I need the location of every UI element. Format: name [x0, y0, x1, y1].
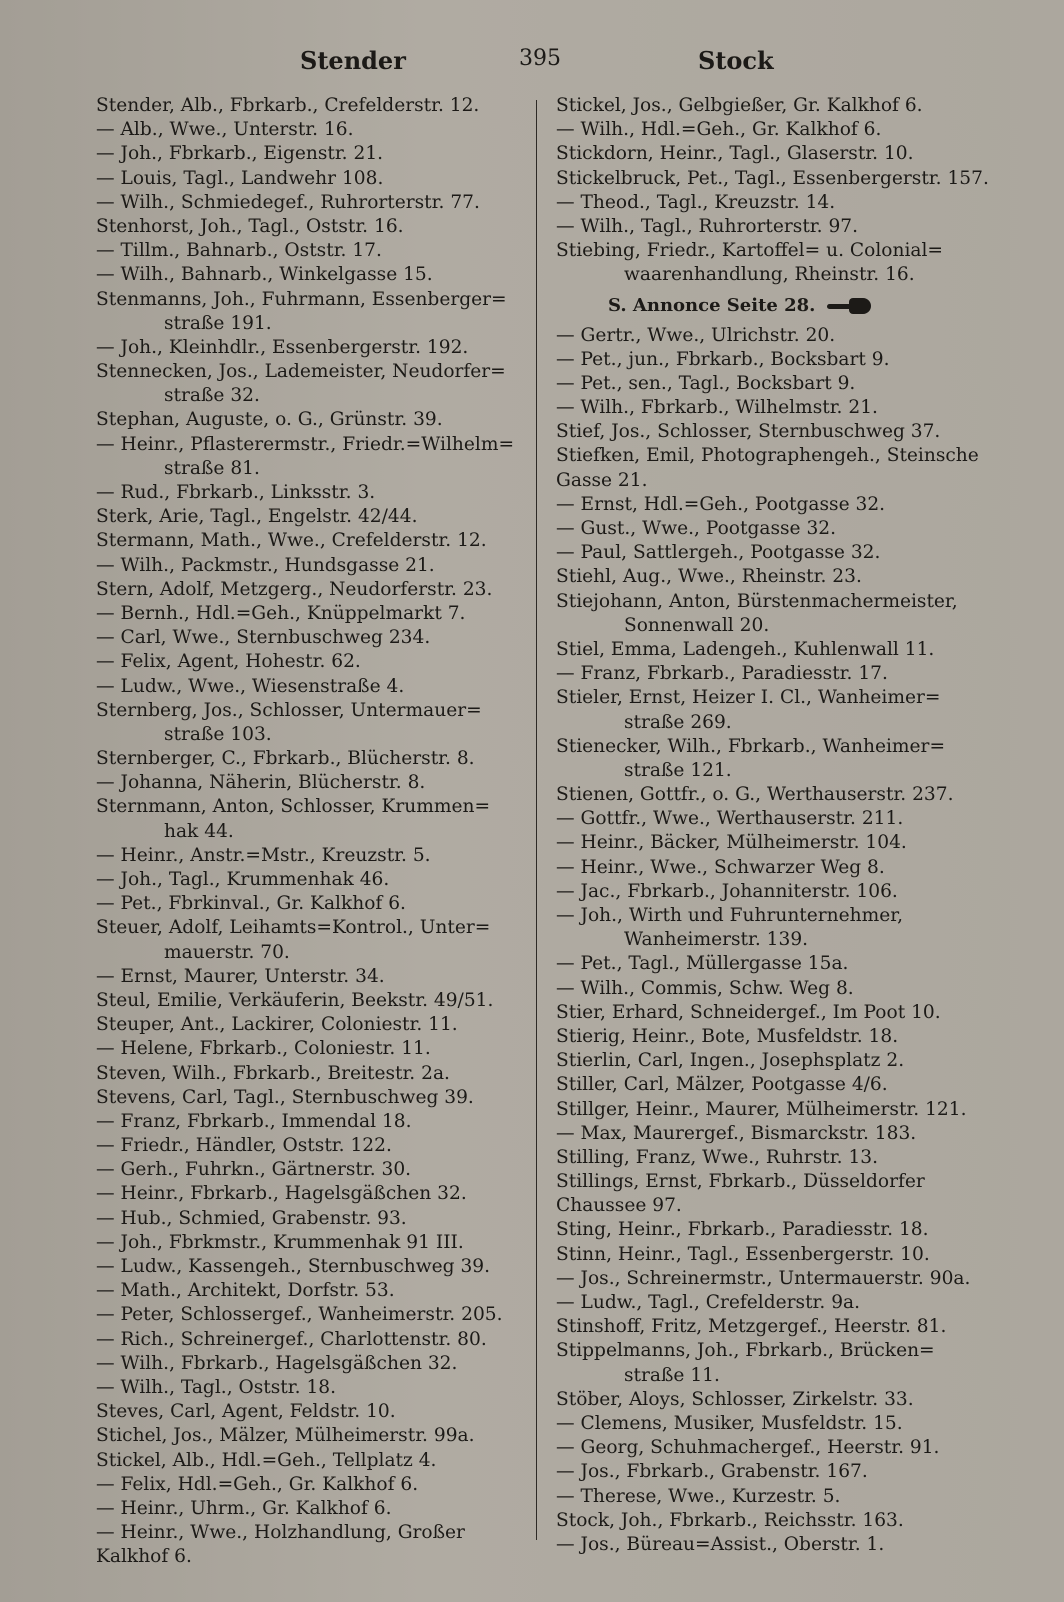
directory-entry: — Gottfr., Wwe., Werthauserstr. 211.: [556, 808, 904, 830]
directory-entry: — Wilh., Bahnarb., Winkelgasse 15.: [96, 264, 433, 286]
directory-entry: — Math., Architekt, Dorfstr. 53.: [96, 1280, 395, 1302]
directory-entry: — Friedr., Händler, Oststr. 122.: [96, 1135, 392, 1157]
directory-entry: — Pet., jun., Fbrkarb., Bocksbart 9.: [556, 348, 890, 370]
directory-entry: — Felix, Hdl.=Geh., Gr. Kalkhof 6.: [96, 1473, 419, 1495]
directory-entry: Stock, Joh., Fbrkarb., Reichsstr. 163.: [556, 1509, 904, 1531]
directory-entry: Stieler, Ernst, Heizer I. Cl., Wanheimer=: [556, 687, 941, 709]
directory-entry: Stiehl, Aug., Wwe., Rheinstr. 23.: [556, 566, 862, 588]
entry-continuation: straße 81.: [164, 457, 260, 479]
directory-entry: Stennecken, Jos., Lademeister, Neudorfer=: [96, 361, 506, 383]
directory-entry: Stickdorn, Heinr., Tagl., Glaserstr. 10.: [556, 143, 914, 165]
directory-entry: — Joh., Kleinhdlr., Essenbergerstr. 192.: [96, 336, 469, 358]
directory-entry: — Georg, Schuhmachergef., Heerstr. 91.: [556, 1437, 940, 1459]
directory-entry: — Bernh., Hdl.=Geh., Knüppelmarkt 7.: [96, 602, 466, 624]
directory-entry: — Jac., Fbrkarb., Johanniterstr. 106.: [556, 880, 898, 902]
directory-entry: — Tillm., Bahnarb., Oststr. 17.: [96, 240, 382, 262]
directory-entry: Stickelbruck, Pet., Tagl., Essenbergerstr. 157.: [556, 167, 989, 189]
directory-entry: — Wilh., Commis, Schw. Weg 8.: [556, 977, 854, 999]
directory-entry: Stierlin, Carl, Ingen., Josephsplatz 2.: [556, 1050, 905, 1072]
header-right-keyword: Stock: [698, 46, 774, 75]
directory-entry: Stippelmanns, Joh., Fbrkarb., Brücken=: [556, 1340, 935, 1362]
directory-entry: Steves, Carl, Agent, Feldstr. 10.: [96, 1401, 396, 1423]
directory-entry: — Wilh., Tagl., Oststr. 18.: [96, 1376, 337, 1398]
entry-continuation: mauerstr. 70.: [164, 941, 290, 963]
annonce-text: S. Annonce Seite 28.: [608, 294, 816, 316]
right-column-bottom: [556, 324, 996, 1558]
directory-entry: Stichel, Jos., Mälzer, Mülheimerstr. 99a.: [96, 1425, 475, 1447]
directory-entry: Stillings, Ernst, Fbrkarb., Düsseldorfer: [556, 1171, 925, 1193]
directory-entry: — Johanna, Näherin, Blücherstr. 8.: [96, 772, 426, 794]
directory-entry: — Alb., Wwe., Unterstr. 16.: [96, 119, 354, 141]
directory-entry: — Ludw., Kassengeh., Sternbuschweg 39.: [96, 1256, 491, 1277]
entry-continuation: hak 44.: [164, 820, 234, 842]
directory-entry: — Felix, Agent, Hohestr. 62.: [96, 651, 361, 673]
directory-entry: — Clemens, Musiker, Musfeldstr. 15.: [556, 1412, 903, 1434]
entry-continuation: straße 121.: [624, 759, 732, 781]
directory-entry: — Rich., Schreinergef., Charlottenstr. 80.: [96, 1328, 487, 1350]
directory-entry: Stillger, Heinr., Maurer, Mülheimerstr. 121.: [556, 1098, 967, 1120]
directory-entry: — Joh., Wirth und Fuhrunternehmer,: [556, 905, 903, 926]
directory-entry: — Louis, Tagl., Landwehr 108.: [96, 167, 384, 189]
directory-entry: — Pet., sen., Tagl., Bocksbart 9.: [556, 372, 856, 394]
directory-entry: — Pet., Tagl., Müllergasse 15a.: [556, 953, 849, 975]
directory-entry: Stiejohann, Anton, Bürstenmachermeister,: [556, 590, 958, 612]
directory-entry: Stier, Erhard, Schneidergef., Im Poot 10.: [556, 1001, 941, 1023]
directory-entry: Stiebing, Friedr., Kartoffel= u. Colonial=: [556, 240, 943, 262]
directory-entry: — Theod., Tagl., Kreuzstr. 14.: [556, 191, 836, 213]
directory-entry: Stienecker, Wilh., Fbrkarb., Wanheimer=: [556, 735, 946, 757]
directory-entry: — Heinr., Wwe., Holzhandlung, Großer: [96, 1522, 465, 1544]
entry-continuation: straße 103.: [164, 723, 272, 745]
entry-continuation: Wanheimerstr. 139.: [624, 929, 809, 951]
directory-entry: — Heinr., Fbrkarb., Hagelsgäßchen 32.: [96, 1183, 467, 1205]
directory-entry: — Heinr., Wwe., Schwarzer Weg 8.: [556, 856, 885, 878]
directory-entry: Stiller, Carl, Mälzer, Pootgasse 4/6.: [556, 1074, 888, 1096]
directory-entry: Stern, Adolf, Metzgerg., Neudorferstr. 23.: [96, 578, 493, 600]
directory-entry: Stender, Alb., Fbrkarb., Crefelderstr. 12.: [96, 95, 480, 116]
entry-continuation: Sonnenwall 20.: [624, 614, 770, 636]
directory-entry: Stevens, Carl, Tagl., Sternbuschweg 39.: [96, 1086, 474, 1108]
page-number: 395: [519, 46, 561, 71]
directory-entry: Stiefken, Emil, Photographengeh., Steinsche: [556, 445, 979, 467]
directory-entry: Stinshoff, Fritz, Metzgergef., Heerstr. 81.: [556, 1316, 947, 1338]
directory-entry: Sternberg, Jos., Schlosser, Untermauer=: [96, 699, 482, 721]
directory-entry: — Helene, Fbrkarb., Coloniestr. 11.: [96, 1038, 431, 1060]
directory-entry: Sternmann, Anton, Schlosser, Krummen=: [96, 796, 491, 818]
directory-entry: — Heinr., Anstr.=Mstr., Kreuzstr. 5.: [96, 844, 431, 866]
directory-entry: — Joh., Fbrkmstr., Krummenhak 91 III.: [96, 1231, 464, 1253]
directory-entry: Stenmanns, Joh., Fuhrmann, Essenberger=: [96, 288, 507, 310]
directory-entry: Steul, Emilie, Verkäuferin, Beekstr. 49/51.: [96, 989, 494, 1011]
directory-entry: Gasse 21.: [556, 469, 648, 491]
directory-entry: — Heinr., Pflasterermstr., Friedr.=Wilhelm=: [96, 433, 515, 455]
directory-entry: — Wilh., Tagl., Ruhrorterstr. 97.: [556, 215, 859, 237]
directory-entry: — Ernst, Hdl.=Geh., Pootgasse 32.: [556, 493, 886, 515]
directory-entry: — Ludw., Wwe., Wiesenstraße 4.: [96, 675, 405, 697]
directory-entry: — Jos., Büreau=Assist., Oberstr. 1.: [556, 1533, 885, 1555]
directory-entry: — Rud., Fbrkarb., Linksstr. 3.: [96, 482, 376, 503]
directory-entry: — Gerh., Fuhrkn., Gärtnerstr. 30.: [96, 1159, 412, 1181]
directory-entry: — Jos., Schreinermstr., Untermauerstr. 90a.: [556, 1267, 971, 1289]
directory-entry: Stilling, Franz, Wwe., Ruhrstr. 13.: [556, 1146, 879, 1168]
directory-entry: — Franz, Fbrkarb., Paradiesstr. 17.: [556, 663, 888, 685]
entry-continuation: straße 11.: [624, 1364, 720, 1386]
directory-entry: — Heinr., Uhrm., Gr. Kalkhof 6.: [96, 1497, 392, 1519]
directory-entry: Sternberger, C., Fbrkarb., Blücherstr. 8.: [96, 748, 475, 770]
directory-entry: Stenhorst, Joh., Tagl., Oststr. 16.: [96, 215, 404, 237]
annonce-reference: [556, 288, 996, 324]
directory-entry: Stermann, Math., Wwe., Crefelderstr. 12.: [96, 530, 487, 552]
directory-entry: — Carl, Wwe., Sternbuschweg 234.: [96, 627, 431, 649]
directory-entry: — Gertr., Wwe., Ulrichstr. 20.: [556, 324, 836, 346]
page-header: [0, 46, 1064, 78]
directory-entry: Stickel, Jos., Gelbgießer, Gr. Kalkhof 6.: [556, 95, 923, 116]
directory-entry: Stief, Jos., Schlosser, Sternbuschweg 37.: [556, 421, 941, 443]
directory-entry: Stephan, Auguste, o. G., Grünstr. 39.: [96, 409, 443, 431]
directory-entry: — Wilh., Fbrkarb., Wilhelmstr. 21.: [556, 397, 878, 419]
directory-entry: — Hub., Schmied, Grabenstr. 93.: [96, 1207, 407, 1229]
directory-entry: — Wilh., Hdl.=Geh., Gr. Kalkhof 6.: [556, 119, 882, 141]
directory-entry: — Pet., Fbrkinval., Gr. Kalkhof 6.: [96, 893, 406, 915]
directory-entry: Stiel, Emma, Ladengeh., Kuhlenwall 11.: [556, 638, 935, 660]
right-column: [556, 94, 996, 1557]
directory-entry: — Max, Maurergef., Bismarckstr. 183.: [556, 1122, 917, 1144]
directory-entry: — Paul, Sattlergeh., Pootgasse 32.: [556, 542, 881, 564]
directory-entry: — Wilh., Packmstr., Hundsgasse 21.: [96, 554, 435, 576]
directory-entry: Stöber, Aloys, Schlosser, Zirkelstr. 33.: [556, 1388, 914, 1410]
directory-entry: Stickel, Alb., Hdl.=Geh., Tellplatz 4.: [96, 1449, 437, 1471]
directory-entry: — Heinr., Bäcker, Mülheimerstr. 104.: [556, 832, 907, 854]
directory-entry: Sting, Heinr., Fbrkarb., Paradiesstr. 18.: [556, 1219, 929, 1241]
right-column-top: [556, 94, 996, 288]
directory-entry: Steuper, Ant., Lackirer, Coloniestr. 11.: [96, 1014, 458, 1036]
column-divider: [536, 100, 537, 1540]
directory-entry: — Jos., Fbrkarb., Grabenstr. 167.: [556, 1461, 868, 1483]
pointing-hand-icon: [827, 298, 873, 314]
entry-continuation: straße 269.: [624, 711, 732, 733]
directory-entry: — Wilh., Schmiedegef., Ruhrorterstr. 77.: [96, 191, 480, 213]
entry-continuation: straße 191.: [164, 312, 272, 334]
directory-entry: — Therese, Wwe., Kurzestr. 5.: [556, 1485, 841, 1507]
left-column: [96, 94, 524, 1569]
directory-entry: — Joh., Tagl., Krummenhak 46.: [96, 869, 390, 890]
directory-entry: Stierig, Heinr., Bote, Musfeldstr. 18.: [556, 1025, 899, 1047]
entry-continuation: waarenhandlung, Rheinstr. 16.: [624, 264, 915, 286]
directory-entry: Chaussee 97.: [556, 1195, 682, 1217]
directory-entry: — Ludw., Tagl., Crefelderstr. 9a.: [556, 1292, 861, 1313]
directory-entry: — Peter, Schlossergef., Wanheimerstr. 205.: [96, 1304, 503, 1326]
directory-entry: Steven, Wilh., Fbrkarb., Breitestr. 2a.: [96, 1062, 450, 1084]
directory-entry: — Franz, Fbrkarb., Immendal 18.: [96, 1110, 412, 1132]
directory-entry: Sterk, Arie, Tagl., Engelstr. 42/44.: [96, 506, 418, 528]
directory-entry: — Joh., Fbrkarb., Eigenstr. 21.: [96, 143, 384, 165]
directory-entry: Stinn, Heinr., Tagl., Essenbergerstr. 10.: [556, 1243, 930, 1265]
directory-entry: Steuer, Adolf, Leihamts=Kontrol., Unter=: [96, 917, 491, 939]
directory-entry: — Gust., Wwe., Pootgasse 32.: [556, 518, 837, 539]
directory-entry: Stienen, Gottfr., o. G., Werthauserstr. 237.: [556, 784, 954, 806]
entry-continuation: straße 32.: [164, 385, 260, 407]
directory-entry: — Wilh., Fbrkarb., Hagelsgäßchen 32.: [96, 1352, 458, 1374]
directory-entry: Kalkhof 6.: [96, 1546, 192, 1568]
directory-entry: — Ernst, Maurer, Unterstr. 34.: [96, 965, 385, 987]
header-left-keyword: Stender: [300, 46, 406, 75]
